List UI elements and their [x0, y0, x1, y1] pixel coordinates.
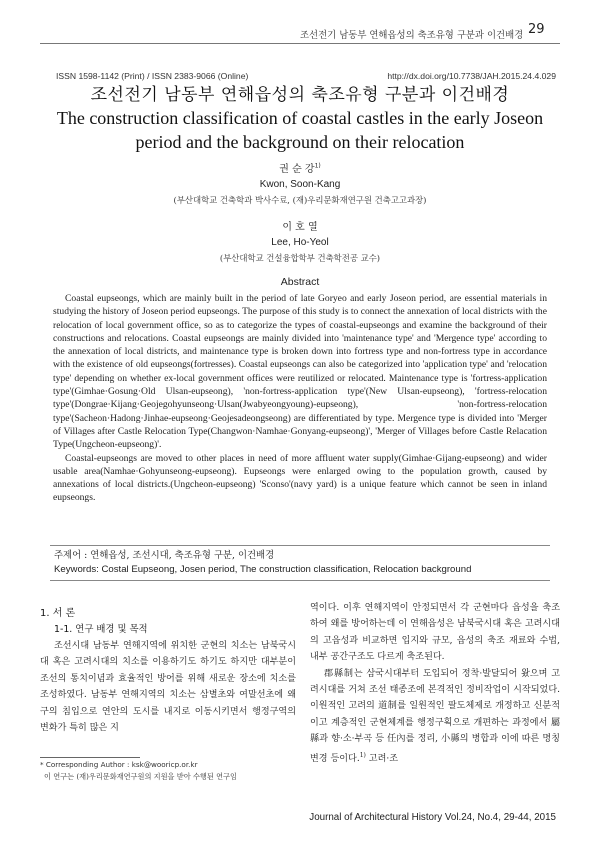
subsection-heading: 1-1. 연구 배경 및 목적 [54, 624, 148, 635]
running-title: 조선전기 남동부 연해읍성의 축조유형 구분과 이건배경 [300, 30, 524, 41]
header-rule [40, 43, 560, 44]
author-korean-name: 이 호 열 [282, 222, 318, 233]
body-paragraph: 역이다. 이후 연해지역이 안정되면서 각 군현마다 읍성을 축조하여 왜를 방어하는데 이 연해읍성은 남북국시대 혹은 고려시대의 고읍성과 비교하면 입지와 규모, 읍성의 축조 재료와 수법, 내부 공간구조도 다르게 축조된다. [310, 603, 560, 663]
page-number: 29 [528, 22, 545, 37]
keywords-english-label: Keywords: [54, 564, 102, 575]
author-block-2 [0, 218, 600, 264]
abstract-body [53, 292, 547, 505]
issn-line: ISSN 1598-1142 (Print) / ISSN 2383-9066 (Online) [56, 71, 249, 81]
abstract-paragraph: Coastal-eupseongs are moved to other places in need of more affluent water supply(Gimhae·Gijang-eupseong) and wider usable area(Namhae·Gohyunseong-eupseong). Eupseongs were enlarged owing to the population growth, caused by annexations of local districts.(Ungcheon-eupseong) 'Sconso'(navy yard) is a unique feature which cannot be seen in inland eupseongs. [53, 452, 547, 504]
body-paragraph: 조선시대 남동부 연해지역에 위치한 군현의 치소는 남북국시대 혹은 고려시대의 치소를 이용하기도 하기도 하지만 대부분이 조선의 통치이념과 효율적인 방어를 위해 새로운 장소에 치소를 조성하였다. 남동부 연해지역의 치소는 삼별초와 여말선초에 왜구의 침입으로 연안의 도시를 내지로 이동시키면서 행정구역의 변화가 특히 많은 지 [40, 641, 296, 734]
author-affiliation: (부산대학교 건축학과 박사수료, (재)우리문화재연구원 건축고고과장) [173, 195, 427, 205]
body-left-column [40, 606, 296, 736]
author-english-name: Lee, Ho-Yeol [271, 237, 329, 248]
author-name-text: 권 순 강 [279, 164, 315, 175]
title-korean: 조선전기 남동부 연해읍성의 축조유형 구분과 이건배경 [90, 85, 510, 105]
section-heading: 1. 서 론 [40, 608, 76, 619]
author-block-1 [0, 160, 600, 206]
body-right-column [310, 600, 560, 767]
body-paragraph-text: 郡縣制는 삼국시대부터 도입되어 정착·발달되어 왔으며 고려시대를 거쳐 조선 태종조에 본격적인 정비작업이 시작되었다. 이원적인 고려의 道制를 일원적인 팔도체제로 개정하고 신분적이고 계층적인 군현체계를 행정구획으로 개편하는 과정에서 屬縣과 향·소·부곡 등 任內를 정리, 小縣의 병합과 이에 따른 명칭변경 등이다. [310, 668, 560, 764]
body-paragraph [310, 666, 560, 767]
author-affiliation: (부산대학교 건설융합학부 건축학전공 교수) [219, 253, 381, 263]
keywords-box [50, 545, 550, 581]
body-paragraph-tail: 고려·조 [365, 753, 399, 764]
author-footnote-mark: 1) [314, 162, 321, 170]
keywords-korean-text: 연해읍성, 조선시대, 축조유형 구분, 이건배경 [90, 550, 275, 561]
keywords-english-text: Costal Eupseong, Josen period, The construction classification, Relocation background [101, 564, 472, 575]
footnote-reference[interactable]: 1) [359, 751, 366, 759]
title-english: The construction classification of coastal castles in the early Joseon period and the background on their relocation [56, 108, 544, 152]
footnote-rule [40, 757, 140, 758]
keywords-english [54, 563, 546, 577]
abstract-heading: Abstract [280, 276, 320, 288]
keywords-korean [54, 549, 546, 563]
corresponding-author-note: * Corresponding Author : ksk@wooricp.or.kr [40, 760, 198, 769]
author-korean-name [0, 160, 600, 175]
keywords-korean-label: 주제어 : [54, 550, 91, 561]
author-english-name: Kwon, Soon-Kang [259, 179, 341, 190]
funding-note: 이 연구는 (재)우리문화재연구원의 지원을 받아 수행된 연구임 [44, 772, 237, 781]
journal-footer: Journal of Architectural History Vol.24, No.4, 29-44, 2015 [309, 812, 556, 823]
abstract-paragraph: Coastal eupseongs, which are mainly built in the period of late Goryeo and early Joseon period, are essential materials in studying the history of Joseon period eupseongs. The purpose of this study is to connect the annexation of local districts with the relocation of local government office, so as to categorize the types of coastal-eupseongs and examine the background of their constructions and relocations. Coastal eupseongs are mainly divided into 'maintenance type' and 'Mergence type' according to the annexation of local districts, and maintenance type is broken down into fortress type and non-fortress type in accordance with the existence of old eupseongs(fortresses). Coastal eupseongs can also be categorized into 'application type' and 'relocation type' depending on whether ex-local government offices were reutilized or relocated. Maintenance type is 'fortress-application type'(Gimhae·Gosung·Old Ulsan-eupseong), 'non-fortress-application type'(New Ulsan-eupseong), 'fortress-relocation type'(Dongrae·Kijang·Geojegohyunseong·Ulsan(Jwabyeongyoung)-eupseong), 'non-fortress-relocation type'(Sacheon·Hadong·Jinhae-eupseong·Geojesadeongseong) are differentiated by type. Mergence type is divided into 'Merger of Villages after Castle Relocation Type(Changwon·Namhae·Gonyang-eupseong)', 'Merger of Villages before Castle Relacation Type(Ungcheon-eupseong)'. [53, 293, 547, 451]
doi-link[interactable]: http://dx.doi.org/10.7738/JAH.2015.24.4.029 [387, 71, 556, 81]
